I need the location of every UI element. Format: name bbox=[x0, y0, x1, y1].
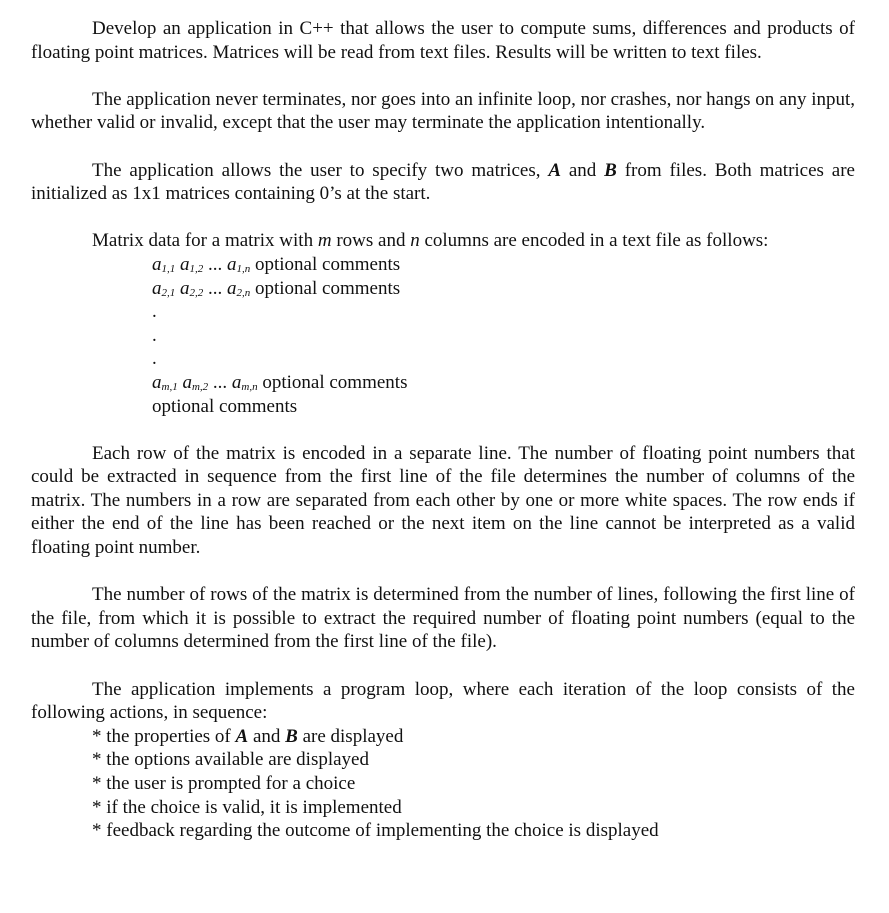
element-symbol: a bbox=[182, 371, 192, 393]
row-comment: optional comments bbox=[255, 277, 401, 299]
format-row-2 bbox=[152, 277, 855, 301]
document-page bbox=[31, 17, 855, 843]
list-item-text: feedback regarding the outcome of implementing the choice is displayed bbox=[106, 820, 659, 842]
format-intro bbox=[31, 229, 855, 253]
matrices-text-2: from files. Both matrices are initialized as 1x1 matrices containing 0’s at the start. bbox=[31, 159, 855, 205]
rows-variable: m bbox=[317, 230, 332, 252]
element-index: 1,1 bbox=[161, 262, 176, 275]
bullet-marker: * bbox=[92, 749, 102, 771]
list-item bbox=[92, 796, 855, 820]
program-loop-paragraph: The application implements a program loop, where each iteration of the loop consists of the following actions, in sequence: bbox=[31, 678, 855, 724]
element-index: m,n bbox=[241, 380, 258, 393]
loop-actions-list bbox=[31, 725, 855, 843]
row-encoding-paragraph: Each row of the matrix is encoded in a separate line. The number of floating point numbers that could be extracted in sequence from the first line of the file determines the number of columns of the matrix. The numbers in a row are separated from each other by one or more white spaces. The row ends if either the end of the line has been reached or the next item on the line cannot be interpreted as a valid floating point number. bbox=[31, 442, 855, 559]
format-intro-text-1: Matrix data for a matrix with bbox=[92, 230, 318, 252]
element-symbol: a bbox=[227, 253, 237, 275]
vertical-dot-3: . bbox=[152, 348, 157, 370]
format-intro-text-3: columns are encoded in a text file as follows: bbox=[419, 230, 769, 252]
vertical-dot-2: . bbox=[152, 324, 157, 346]
matrix-a-label: A bbox=[548, 159, 562, 181]
robustness-paragraph: The application never terminates, nor goes into an infinite loop, nor crashes, nor hangs on any input, whether valid or invalid, except that the user may terminate the application intentionally. bbox=[31, 88, 855, 134]
list-item-text: the options available are displayed bbox=[106, 749, 369, 771]
matrices-paragraph bbox=[31, 159, 855, 206]
bullet-marker: * bbox=[92, 820, 102, 842]
element-symbol: a bbox=[152, 277, 162, 299]
intro-paragraph: Develop an application in C++ that allows the user to compute sums, differences and products of floating point matrices. Matrices will be read from text files. Results will be written to text files. bbox=[31, 18, 855, 63]
list-item bbox=[92, 772, 855, 796]
list-item-text: the user is prompted for a choice bbox=[106, 773, 356, 794]
row-comment: optional comments bbox=[255, 253, 401, 275]
format-final-comment: optional comments bbox=[152, 395, 298, 417]
matrix-b-label: B bbox=[604, 159, 617, 181]
list-item-text: and bbox=[248, 725, 286, 747]
format-row-1 bbox=[152, 253, 855, 277]
list-item-text: the properties of bbox=[106, 725, 236, 747]
ellipsis: ... bbox=[212, 371, 228, 393]
element-index: 1,n bbox=[236, 262, 251, 275]
bullet-marker: * bbox=[92, 773, 102, 794]
list-item bbox=[92, 819, 855, 843]
element-symbol: a bbox=[152, 253, 162, 275]
ellipsis: ... bbox=[208, 253, 223, 275]
format-row-m bbox=[152, 371, 855, 395]
ellipsis: ... bbox=[208, 277, 223, 299]
vertical-dot-1: . bbox=[152, 301, 157, 323]
element-index: 1,2 bbox=[189, 262, 204, 275]
element-symbol: a bbox=[180, 253, 190, 275]
element-symbol: a bbox=[231, 371, 242, 393]
element-index: 2,n bbox=[236, 286, 251, 299]
format-intro-text-2: rows and bbox=[331, 230, 411, 252]
matrix-b-label: B bbox=[285, 725, 298, 747]
row-comment: optional comments bbox=[262, 371, 408, 393]
matrix-a-label: A bbox=[235, 725, 249, 747]
element-symbol: a bbox=[180, 277, 190, 299]
list-item-text: are displayed bbox=[297, 725, 404, 747]
row-count-paragraph: The number of rows of the matrix is determined from the number of lines, following the first line of the file, from which it is possible to extract the required number of floating point numbers (equal to the number of columns determined from the first line of the file). bbox=[31, 584, 855, 653]
file-format-example bbox=[31, 253, 855, 418]
bullet-marker: * bbox=[92, 725, 102, 747]
list-item-text: if the choice is valid, it is implemented bbox=[106, 796, 402, 818]
list-item bbox=[92, 748, 855, 772]
bullet-marker: * bbox=[92, 796, 102, 818]
element-index: m,2 bbox=[191, 380, 209, 393]
matrices-and-text: and bbox=[561, 159, 605, 181]
list-item bbox=[92, 725, 855, 749]
element-index: m,1 bbox=[161, 380, 178, 393]
element-index: 2,1 bbox=[161, 286, 176, 299]
matrices-text-1: The application allows the user to specify two matrices, bbox=[92, 159, 549, 181]
element-symbol: a bbox=[227, 277, 237, 299]
element-symbol: a bbox=[152, 371, 162, 393]
columns-variable: n bbox=[410, 230, 420, 252]
element-index: 2,2 bbox=[189, 286, 204, 299]
